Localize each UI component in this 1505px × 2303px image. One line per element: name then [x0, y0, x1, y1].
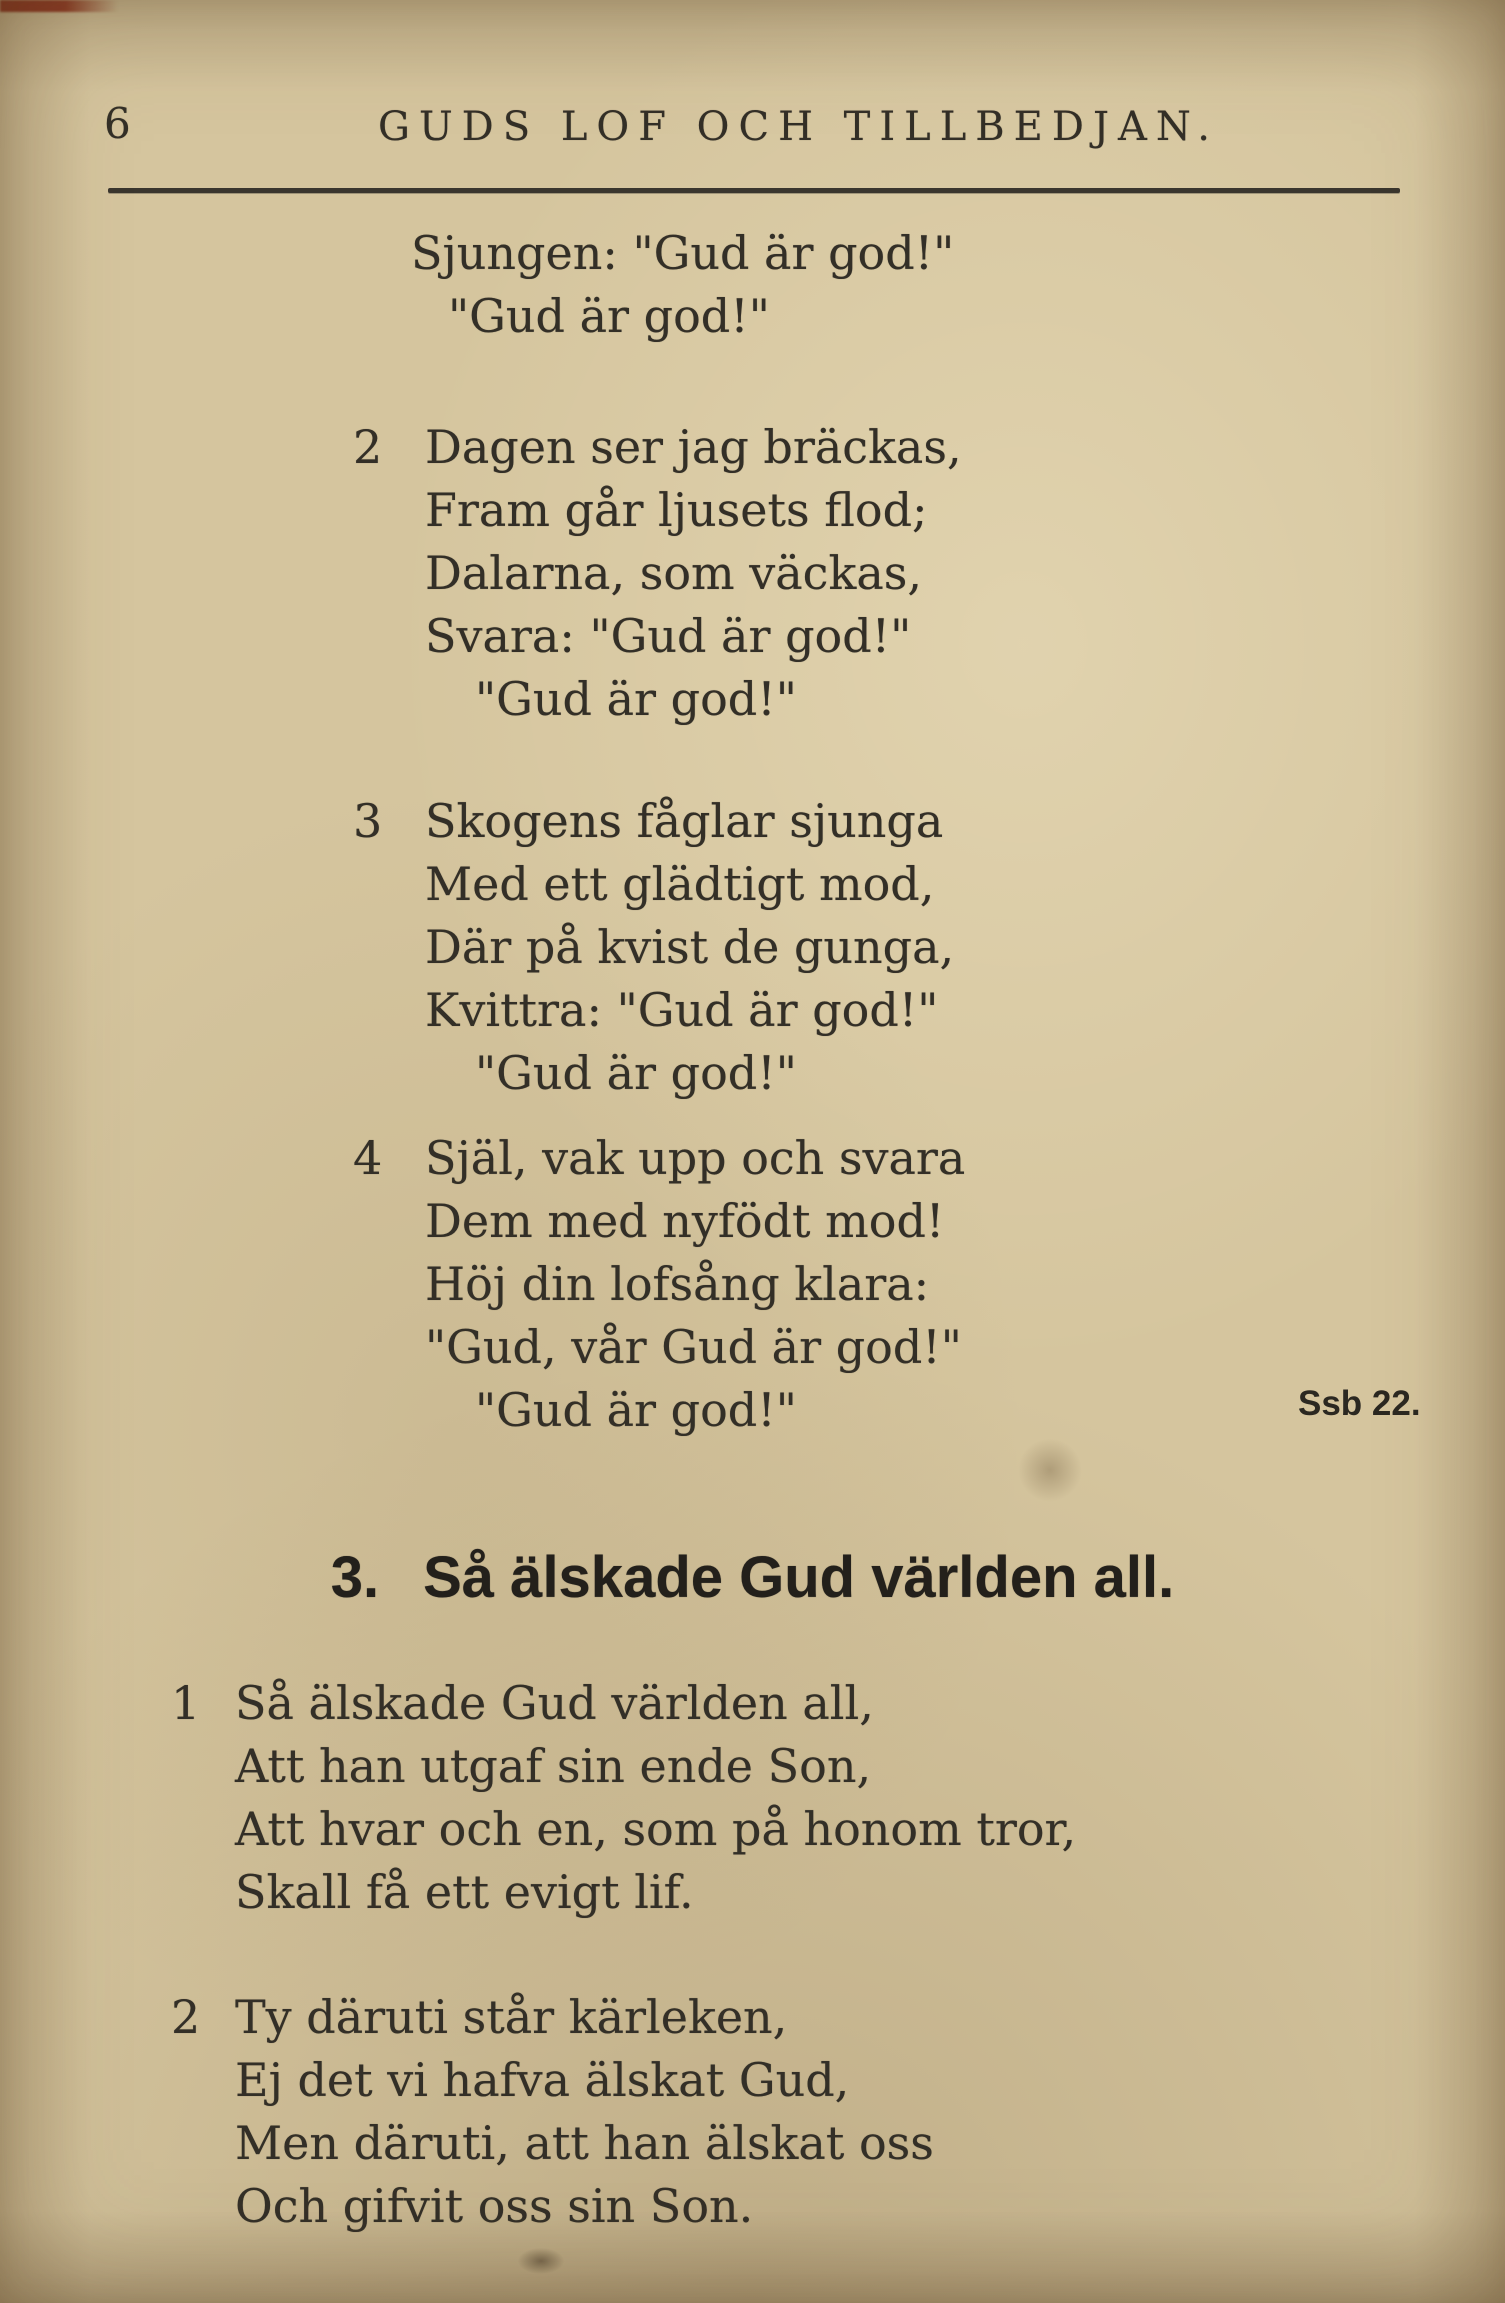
- verse-line: Så älskade Gud världen all,: [235, 1676, 874, 1730]
- verse: [353, 416, 962, 731]
- verse-number: 4: [353, 1131, 383, 1185]
- verse-lines: [425, 416, 962, 731]
- verse-lines: [425, 790, 954, 1105]
- verse-line: Kvittra: "Gud är god!": [425, 983, 939, 1037]
- verse-line: "Gud är god!": [475, 672, 797, 726]
- verse-line: Ty däruti står kärleken,: [235, 1990, 788, 2044]
- running-header: GUDS LOF OCH TILLBEDJAN.: [378, 104, 1220, 150]
- verse-line: Svara: "Gud är god!": [425, 609, 912, 663]
- verse-line: Dem med nyfödt mod!: [425, 1194, 945, 1248]
- verse-line: "Gud, vår Gud är god!": [425, 1320, 962, 1374]
- verse-lines: [425, 1127, 965, 1442]
- paper-stain: [518, 2248, 564, 2274]
- verse-number: 1: [171, 1676, 201, 1730]
- verse-lines: [235, 1986, 934, 2238]
- refrain-line: "Gud är god!": [448, 289, 770, 343]
- verse-number: 3: [353, 794, 383, 848]
- scan-edge-artifact: [0, 0, 118, 12]
- verse: [353, 1127, 965, 1442]
- verse-number: 2: [171, 1990, 201, 2044]
- verse-line: Dalarna, som väckas,: [425, 546, 922, 600]
- paper-stain: [1018, 1438, 1082, 1502]
- songbook-reference: Ssb 22.: [1298, 1384, 1421, 1423]
- hymn-title: [0, 1545, 1505, 1611]
- verse: [353, 790, 954, 1105]
- verse-line: Skogens fåglar sjunga: [425, 794, 944, 848]
- verse-line: Med ett glädtigt mod,: [425, 857, 935, 911]
- verse-line: Men däruti, att han älskat oss: [235, 2116, 934, 2170]
- verse-line: Och gifvit oss sin Son.: [235, 2179, 754, 2233]
- verse-line: Att han utgaf sin ende Son,: [235, 1739, 872, 1793]
- verse-line: Dagen ser jag bräckas,: [425, 420, 962, 474]
- verse: [171, 1672, 1076, 1924]
- verse-line: Att hvar och en, som på honom tror,: [235, 1802, 1077, 1856]
- page-number: 6: [104, 99, 131, 148]
- hymn-number: 3.: [330, 1545, 380, 1610]
- hymn-title-text: Så älskade Gud världen all.: [423, 1545, 1175, 1610]
- verse-line: Ej det vi hafva älskat Gud,: [235, 2053, 850, 2107]
- header-rule: [108, 188, 1400, 193]
- verse-line: Skall få ett evigt lif.: [235, 1865, 694, 1919]
- refrain-line: Sjungen: "Gud är god!": [411, 226, 955, 280]
- verse-line: Där på kvist de gunga,: [425, 920, 955, 974]
- verse-lines: [235, 1672, 1076, 1924]
- verse: [171, 1986, 934, 2238]
- verse-line: Höj din lofsång klara:: [425, 1257, 930, 1311]
- verse-line: "Gud är god!": [475, 1046, 797, 1100]
- verse-line: Fram går ljusets flod;: [425, 483, 928, 537]
- verse-number: 2: [353, 420, 383, 474]
- verse-line: "Gud är god!": [475, 1383, 797, 1437]
- verse-line: Själ, vak upp och svara: [425, 1131, 966, 1185]
